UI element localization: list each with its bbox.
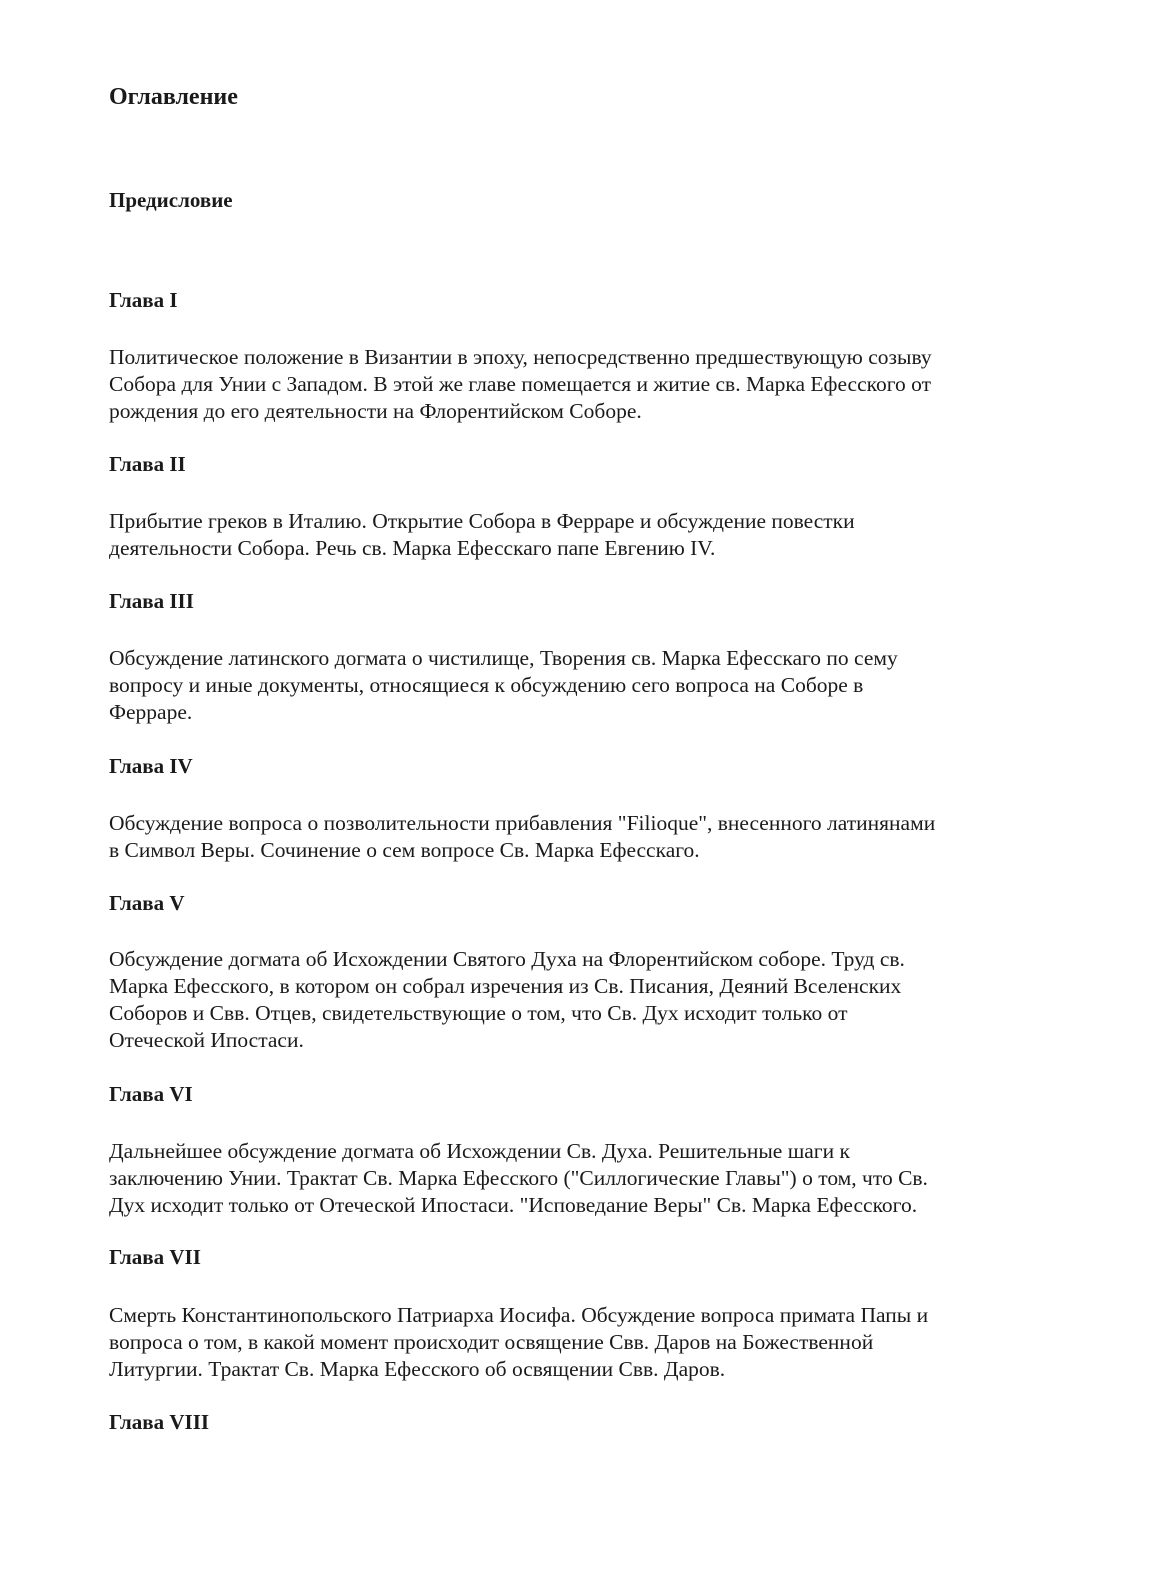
chapter-description-5 <box>109 946 1009 1054</box>
chapter-heading-4: Глава IV <box>109 754 193 778</box>
chapter-heading-1: Глава I <box>109 288 178 312</box>
chapter-description-line: Обсуждение латинского догмата о чистилище, Творения св. Марка Ефесскаго по сему <box>109 646 898 670</box>
chapter-heading-8: Глава VIII <box>109 1410 210 1434</box>
chapter-description-7 <box>109 1302 1009 1383</box>
chapter-description-line: Соборов и Свв. Отцев, свидетельствующие о том, что Св. Дух исходит только от <box>109 1001 848 1025</box>
chapter-description-line: Обсуждение вопроса о позволительности прибавления "Filioque", внесенного латинянами <box>109 811 936 835</box>
chapter-description-line: Литургии. Трактат Св. Марка Ефесского об освящении Свв. Даров. <box>109 1357 726 1381</box>
chapter-description-line: Отеческой Ипостаси. <box>109 1028 304 1052</box>
chapter-description-6 <box>109 1138 1009 1219</box>
chapter-description-line: Прибытие греков в Италию. Открытие Собора в Ферраре и обсуждение повестки <box>109 509 855 533</box>
chapter-description-line: заключению Унии. Трактат Св. Марка Ефесского ("Силлогические Главы") о том, что Св. <box>109 1166 928 1190</box>
toc-title: Оглавление <box>109 84 238 110</box>
chapter-description-2 <box>109 508 1009 562</box>
chapter-description-line: в Символ Веры. Сочинение о сем вопросе Св. Марка Ефесскаго. <box>109 838 700 862</box>
chapter-description-line: Собора для Унии с Западом. В этой же главе помещается и житие св. Марка Ефесского от <box>109 372 932 396</box>
chapter-heading-5: Глава V <box>109 891 185 915</box>
chapter-heading-2: Глава II <box>109 452 186 476</box>
chapter-description-line: Марка Ефесского, в котором он собрал изречения из Св. Писания, Деяний Вселенских <box>109 974 902 998</box>
chapter-description-4 <box>109 810 1009 864</box>
chapter-description-line: вопросу и иные документы, относящиеся к обсуждению сего вопроса на Соборе в <box>109 673 864 697</box>
chapter-heading-6: Глава VI <box>109 1082 193 1106</box>
chapter-description-1 <box>109 344 1009 425</box>
preface-heading: Предисловие <box>109 188 233 212</box>
chapter-description-line: Ферраре. <box>109 700 193 724</box>
chapter-description-line: вопроса о том, в какой момент происходит освящение Свв. Даров на Божественной <box>109 1330 874 1354</box>
chapter-heading-3: Глава III <box>109 589 194 613</box>
chapter-description-line: деятельности Собора. Речь св. Марка Ефесскаго папе Евгению IV. <box>109 536 716 560</box>
chapter-description-3 <box>109 645 1009 726</box>
chapter-description-line: рождения до его деятельности на Флорентийском Соборе. <box>109 399 642 423</box>
chapter-description-line: Дальнейшее обсуждение догмата об Исхождении Св. Духа. Решительные шаги к <box>109 1139 850 1163</box>
chapter-description-line: Дух исходит только от Отеческой Ипостаси. "Исповедание Веры" Св. Марка Ефесского. <box>109 1193 918 1217</box>
chapter-description-line: Политическое положение в Византии в эпоху, непосредственно предшествующую созыву <box>109 345 932 369</box>
chapter-description-line: Смерть Константинопольского Патриарха Иосифа. Обсуждение вопроса примата Папы и <box>109 1303 929 1327</box>
chapter-description-line: Обсуждение догмата об Исхождении Святого Духа на Флорентийском соборе. Труд св. <box>109 947 905 971</box>
chapter-heading-7: Глава VII <box>109 1245 201 1269</box>
